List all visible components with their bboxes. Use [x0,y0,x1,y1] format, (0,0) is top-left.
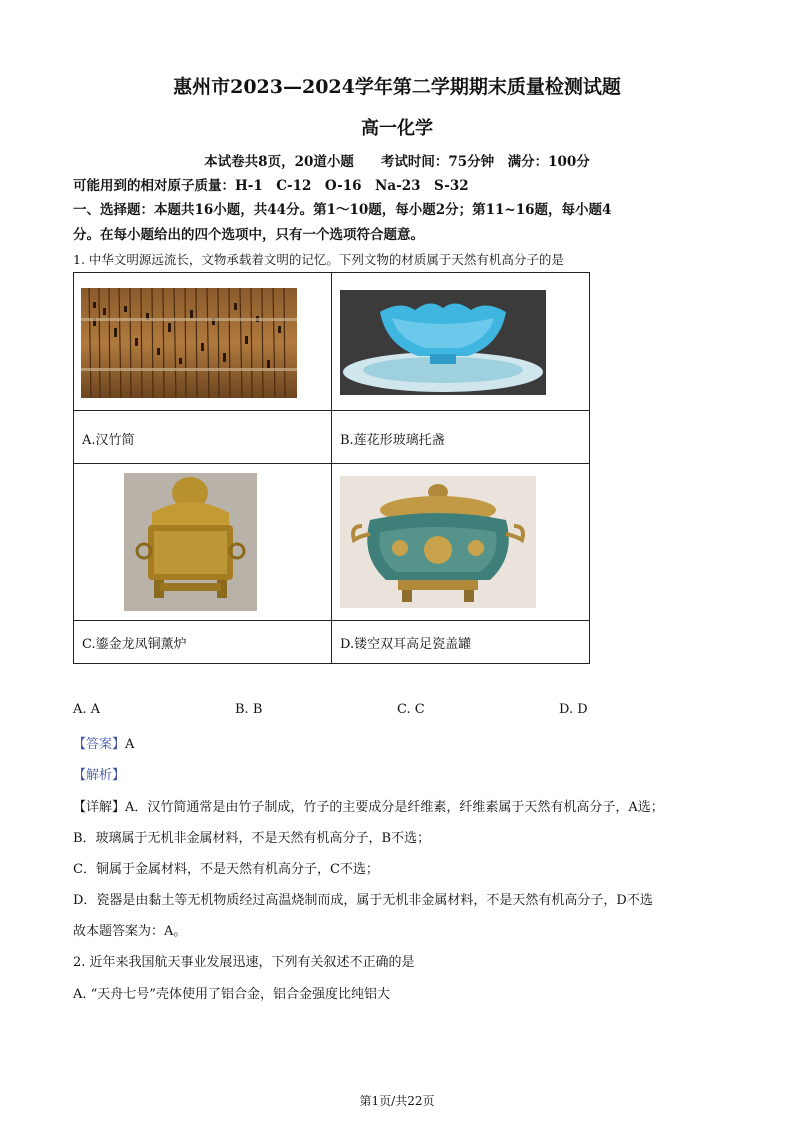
answer-tag: 【答案】 [73,737,126,752]
atomic-mass-line: 可能用到的相对原子质量：H-1 C-12 O-16 Na-23 S-32 [73,178,469,194]
exam-info: 本试卷共8页，20道小题 考试时间：75分钟 满分：100分 [204,154,590,170]
option-d-caption-cell [332,621,589,663]
choice-c: C. C [397,702,425,717]
gilded-bronze-censer-image [124,473,257,611]
option-b-image-cell [332,273,589,410]
option-b-caption-cell [332,411,589,463]
detail-b-line: B．玻璃属于无机非金属材料，不是天然有机高分子，B不选； [73,831,431,846]
choice-d: D. D [559,702,588,717]
answer-value: A [125,737,135,752]
conclusion-line: 故本题答案为：A。 [73,924,187,939]
bamboo-slips-image [81,288,297,398]
section-instructions-line1: 一、选择题：本题共16小题，共44分。第1～10题，每小题2分；第11~16题，每小题4 [73,202,612,218]
exam-subtitle: 高一化学 [361,118,433,139]
porcelain-jar-image [340,476,536,608]
detail-a-text: A．汉竹简通常是由竹子制成，竹子的主要成分是纤维素，纤维素属于天然有机高分子，A选； [125,800,664,815]
detail-c-line: C．铜属于金属材料，不是天然有机高分子，C不选； [73,862,379,877]
question-2-stem: 2. 近年来我国航天事业发展迅速，下列有关叙述不正确的是 [73,955,415,970]
analysis-tag: 【解析】 [73,768,126,783]
exam-title: 惠州市2023—2024学年第二学期期末质量检测试题 [173,76,621,98]
option-d-label: D.镂空双耳高足瓷盖罐 [340,637,472,652]
option-d-image-cell [332,464,589,620]
answer-line [73,733,134,752]
detail-a-line [73,796,664,815]
option-b-label: B.莲花形玻璃托盏 [340,433,445,448]
options-table [73,272,590,664]
option-a-label: A.汉竹简 [82,433,135,448]
choice-a: A. A [73,702,101,717]
option-c-image-cell [74,464,331,620]
option-a-image-cell [74,273,331,410]
glass-lotus-cup-image [340,290,546,395]
analysis-line [73,764,125,783]
option-a-caption-cell [74,411,331,463]
page-footer: 第1页/共22页 [359,1094,435,1108]
section-instructions-line2: 分。在每小题给出的四个选项中，只有一个选项符合题意。 [73,227,424,243]
option-c-caption-cell [74,621,331,663]
option-c-label: C.鎏金龙凤铜薰炉 [82,637,187,652]
choice-b: B. B [235,702,263,717]
detail-d-line: D．瓷器是由黏土等无机物质经过高温烧制而成，属于无机非金属材料，不是天然有机高分子，D不选 [73,893,653,908]
question-2-option-a: A. “天舟七号”壳体使用了铝合金，铝合金强度比纯铝大 [73,987,390,1002]
question-1-stem: 1. 中华文明源远流长，文物承载着文明的记忆。下列文物的材质属于天然有机高分子的是 [73,252,564,267]
detail-tag: 【详解】 [73,800,126,815]
